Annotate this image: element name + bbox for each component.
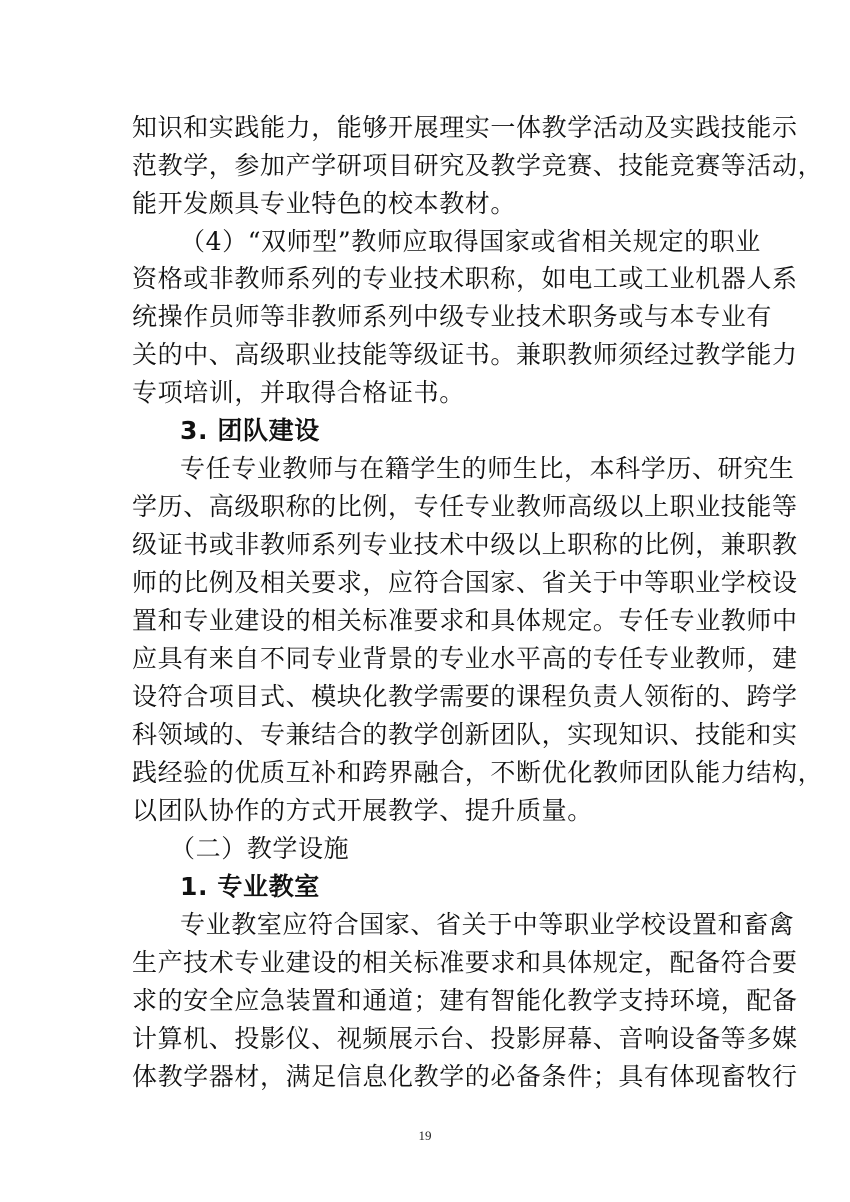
paragraph-line: 科领域的、专兼结合的教学创新团队，实现知识、技能和实 xyxy=(132,720,798,749)
paragraph-line: 专任专业教师与在籍学生的师生比，本科学历、研究生 xyxy=(180,454,795,483)
paragraph-line: 践经验的优质互补和跨界融合，不断优化教师团队能力结构， xyxy=(132,758,824,787)
paragraph-line: 计算机、投影仪、视频展示台、投影屏幕、音响设备等多媒 xyxy=(132,1024,798,1053)
paragraph-line: 知识和实践能力，能够开展理实一体教学活动及实践技能示 xyxy=(132,113,798,142)
paragraph-line: 资格或非教师系列的专业技术职称，如电工或工业机器人系 xyxy=(132,264,798,293)
paragraph-line: 级证书或非教师系列专业技术中级以上职称的比例，兼职教 xyxy=(132,530,798,559)
paragraph-line: 求的安全应急装置和通道；建有智能化教学支持环境，配备 xyxy=(132,986,798,1015)
paragraph-line: 专业教室应符合国家、省关于中等职业学校设置和畜禽 xyxy=(180,910,795,939)
paragraph-line: 学历、高级职称的比例，专任专业教师高级以上职业技能等 xyxy=(132,492,798,521)
paragraph-line: 应具有来自不同专业背景的专业水平高的专任专业教师，建 xyxy=(132,644,798,673)
paragraph-line: 范教学，参加产学研项目研究及教学竞赛、技能竞赛等活动， xyxy=(132,151,824,180)
paragraph-line: （4）“双师型”教师应取得国家或省相关规定的职业 xyxy=(180,227,761,256)
paragraph-line: 关的中、高级职业技能等级证书。兼职教师须经过教学能力 xyxy=(132,340,798,369)
section-heading-teaching-facilities: （二）教学设施 xyxy=(170,834,350,863)
section-heading-team-building: 3. 团队建设 xyxy=(180,416,320,445)
paragraph-line: 置和专业建设的相关标准要求和具体规定。专任专业教师中 xyxy=(132,606,798,635)
paragraph-line: 设符合项目式、模块化教学需要的课程负责人领衔的、跨学 xyxy=(132,682,798,711)
paragraph-line: 师的比例及相关要求，应符合国家、省关于中等职业学校设 xyxy=(132,568,798,597)
paragraph-line: 生产技术专业建设的相关标准要求和具体规定，配备符合要 xyxy=(132,948,798,977)
section-heading-professional-classroom: 1. 专业教室 xyxy=(180,872,320,901)
paragraph-line: 以团队协作的方式开展教学、提升质量。 xyxy=(132,796,593,825)
paragraph-line: 统操作员师等非教师系列中级专业技术职务或与本专业有 xyxy=(132,302,773,331)
page-number: 19 xyxy=(418,1128,432,1143)
paragraph-line: 专项培训，并取得合格证书。 xyxy=(132,378,465,407)
paragraph-line: 体教学器材，满足信息化教学的必备条件；具有体现畜牧行 xyxy=(132,1062,798,1091)
paragraph-line: 能开发颇具专业特色的校本教材。 xyxy=(132,189,517,218)
